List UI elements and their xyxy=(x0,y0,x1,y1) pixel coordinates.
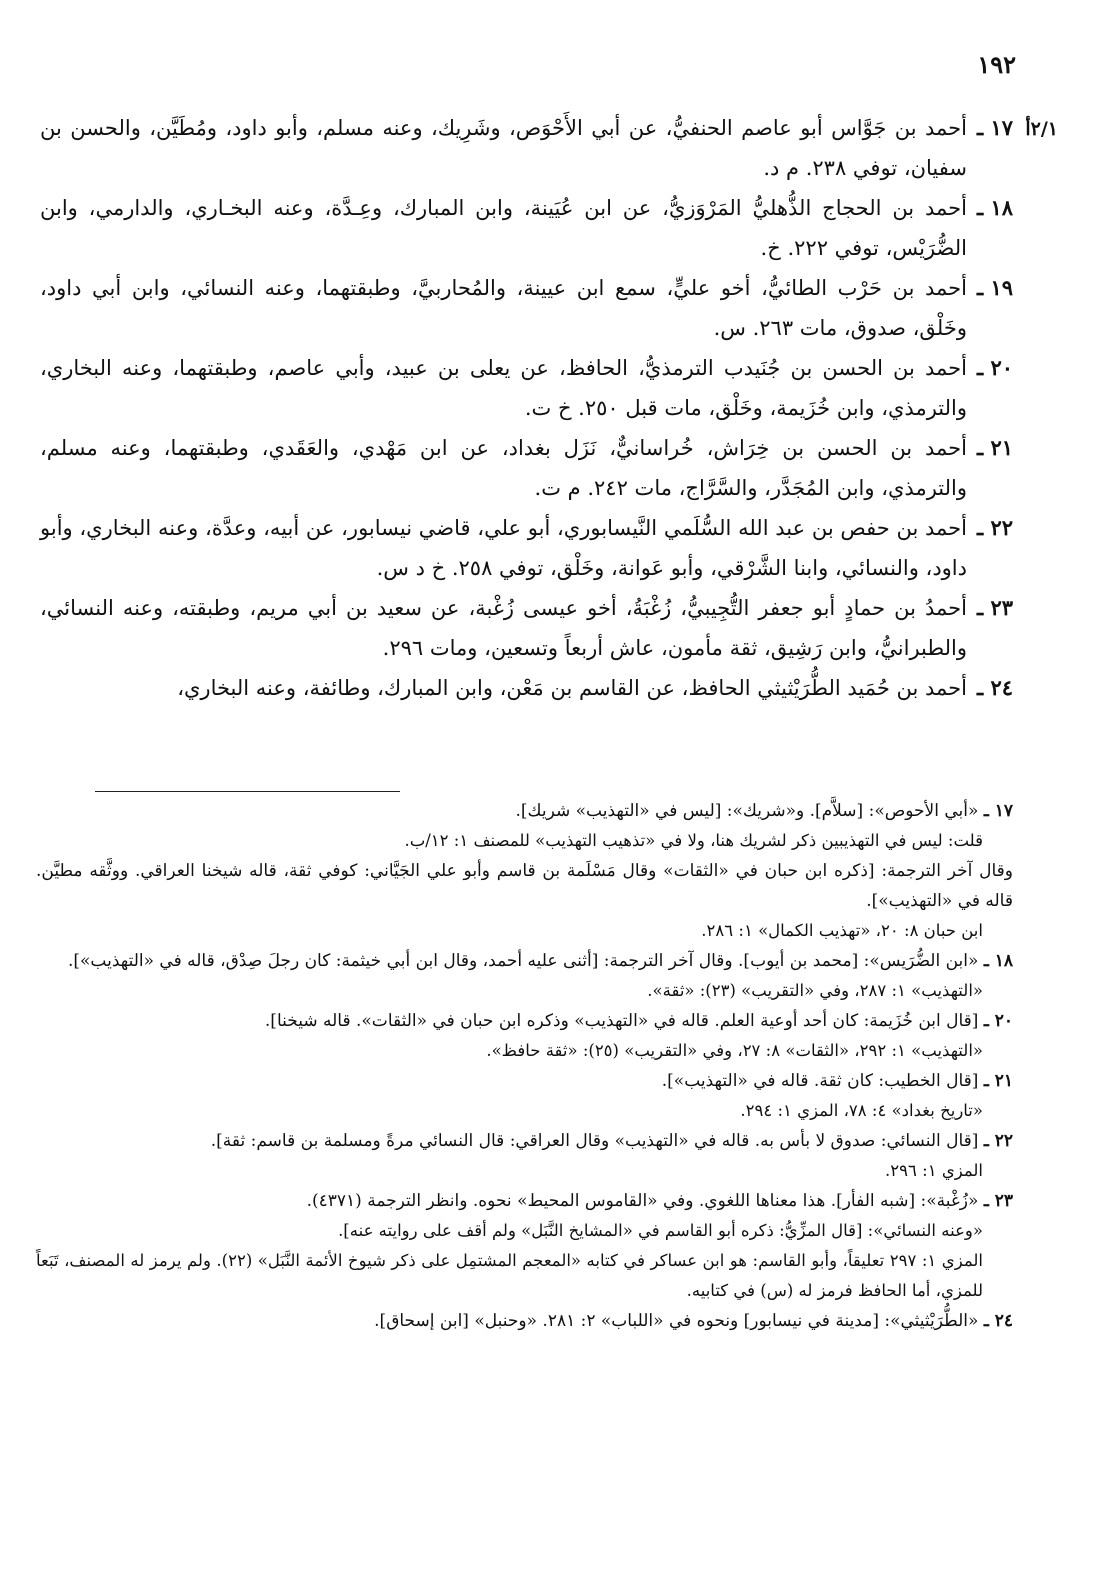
footnote-line xyxy=(36,1306,1013,1336)
footnote-text: [قال النسائي: صدوق لا بأس به. قاله في «التهذيب» وقال العراقي: قال النسائي مرةً ومسلمة بن قاسم: ثقة]. xyxy=(210,1131,979,1151)
footnote-line xyxy=(36,1006,1013,1036)
footnote-number: ٢٠ ـ xyxy=(983,1011,1013,1031)
footnote-line xyxy=(36,1066,1013,1096)
entry-text: أحمد بن حفص بن عبد الله السُّلَمي النَّيسابوري، أبو علي، قاضي نيسابور، عن أبيه، وعدَّة، وعنه البخاري، وأبو داود، والنسائي، وابنا الشَّرْقي، وأبو عَوانة، وخَلْق، توفي ٢٥٨. خ د س. xyxy=(40,516,967,580)
entry-text: أحمدُ بن حمادٍ أبو جعفر التُّجِيبيُّ، زُغْبَةُ، أخو عيسى زُغْبة، عن سعيد بن أبي مريم، وطبقته، وعنه النسائي، والطبرانيُّ، وابن رَشِيق، ثقة مأمون، عاش أربعاً وتسعين، ومات ٢٩٦. xyxy=(40,596,967,660)
entry-number: ٢٣ ـ xyxy=(976,595,1013,620)
footnote-line xyxy=(36,946,1013,976)
biography-entry xyxy=(40,108,1013,188)
entry-text: أحمد بن الحجاج الذُّهليُّ المَرْوَزيُّ، عن ابن عُيَينة، وابن المبارك، وعِـدَّة، وعنه البخـاري، والدارمي، وابن الضُّرَيْس، توفي ٢٢٢. خ. xyxy=(40,196,967,260)
footnote-number: ٢٢ ـ xyxy=(983,1131,1013,1151)
main-text xyxy=(40,108,1013,708)
biography-entry xyxy=(40,188,1013,268)
footnote-line xyxy=(36,1156,1013,1186)
footnote-line xyxy=(36,916,1013,946)
footnote-line xyxy=(36,1096,1013,1126)
biography-entry xyxy=(40,428,1013,508)
footnote-line xyxy=(36,856,1013,916)
entry-text: أحمد بن حُمَيد الطُّرَيْثيثي الحافظ، عن القاسم بن مَعْن، وابن المبارك، وطائفة، وعنه البخاري، xyxy=(177,676,967,700)
biography-entry xyxy=(40,668,1013,708)
footnote-number: ٢١ ـ xyxy=(983,1071,1013,1091)
entry-text: أحمد بن الحسن بن خِرَاش، خُراسانيٌّ، نَزَل بغداد، عن ابن مَهْدي، والعَقَدي، وطبقتهما، وعنه مسلم، والترمذي، وابن المُجَدَّر، والسَّرَّاج، مات ٢٤٢. م ت. xyxy=(40,436,967,500)
footnote-line xyxy=(36,796,1013,826)
entry-number: ٢١ ـ xyxy=(976,435,1013,460)
entry-number: ١٩ ـ xyxy=(976,275,1013,300)
footnotes xyxy=(36,796,1013,1336)
footnote-line xyxy=(36,1246,1013,1306)
footnote-text: «التهذيب» ١: ٢٨٧، وفي «التقريب» (٢٣): «ثقة». xyxy=(647,981,983,1000)
biography-entry xyxy=(40,508,1013,588)
entry-number: ٢٢ ـ xyxy=(976,515,1013,540)
footnote-text: [قال الخطيب: كان ثقة. قاله في «التهذيب»]. xyxy=(661,1071,979,1091)
entry-text: أحمد بن الحسن بن جُنَيدب الترمذيُّ، الحافظ، عن يعلى بن عبيد، وأبي عاصم، وطبقتهما، وعنه البخاري، والترمذي، وابن خُزَيمة، وخَلْق، مات قبل ٢٥٠. خ ت. xyxy=(40,356,967,420)
entry-number: ١٨ ـ xyxy=(976,195,1013,220)
entry-number: ١٧ ـ xyxy=(976,115,1013,140)
footnote-text: «تاريخ بغداد» ٤: ٧٨، المزي ١: ٢٩٤. xyxy=(740,1101,983,1120)
entry-text: أحمد بن حَرْب الطائيُّ، أخو عليٍّ، سمع ابن عيينة، والمُحاربيَّ، وطبقتهما، وعنه النسائي، وابن أبي داود، وخَلْق، صدوق، مات ٢٦٣. س. xyxy=(40,276,967,340)
footnote-text: «الطُّرَيْثيثي»: [مدينة في نيسابور] ونحوه في «اللباب» ٢: ٢٨١. «وحنبل» [ابن إسحاق]. xyxy=(374,1311,979,1331)
footnote-line xyxy=(36,976,1013,1006)
footnote-line xyxy=(36,1036,1013,1066)
biography-entry xyxy=(40,588,1013,668)
biography-entry xyxy=(40,348,1013,428)
footnote-number: ٢٣ ـ xyxy=(983,1191,1013,1211)
footnote-number: ٢٤ ـ xyxy=(983,1311,1013,1331)
footnote-line xyxy=(36,1216,1013,1246)
footnote-text: «وعنه النسائي»: [قال المزِّيُّ: ذكره أبو القاسم في «المشايخ النَّبَل» ولم أقف على روايته عنه]. xyxy=(338,1221,983,1240)
footnote-text: ابن حبان ٨: ٢٠، «تهذيب الكمال» ١: ٢٨٦. xyxy=(701,921,983,940)
footnote-line xyxy=(36,1186,1013,1216)
footnote-text: «التهذيب» ١: ٢٩٢، «الثقات» ٨: ٢٧، وفي «التقريب» (٢٥): «ثقة حافظ». xyxy=(486,1041,983,1060)
entry-number: ٢٠ ـ xyxy=(976,355,1013,380)
footnote-text: المزي ١: ٢٩٧ تعليقاً، وأبو القاسم: هو ابن عساكر في كتابه «المعجم المشتمِل على ذكر شيوخ الأئمة النَّبَل» (٢٢). ولم يرمز له المصنف، تَبَعاً للمزي، أما الحافظ فرمز له (س) في كتابيه. xyxy=(36,1251,983,1300)
footnote-separator xyxy=(95,791,400,792)
footnote-number: ١٧ ـ xyxy=(983,801,1013,821)
footnote-text: «ابن الضُّرَيس»: [محمد بن أيوب]. وقال آخر الترجمة: [أثنى عليه أحمد، وقال ابن أبي خيثمة: كان رجلَ صِدْق، قاله في «التهذيب»]. xyxy=(67,951,979,971)
footnote-number: ١٨ ـ xyxy=(983,951,1013,971)
footnote-text: «زُغْبة»: [شبه الفأر]. هذا معناها اللغوي. وفي «القاموس المحيط» نحوه. وانظر الترجمة (٤٣٧١). xyxy=(306,1191,979,1211)
biography-entry xyxy=(40,268,1013,348)
footnote-line xyxy=(36,1126,1013,1156)
footnote-line xyxy=(36,826,1013,856)
entry-number: ٢٤ ـ xyxy=(976,675,1013,700)
manuscript-folio-note: ٢/١أ xyxy=(1025,118,1058,140)
footnote-text: وقال آخر الترجمة: [ذكره ابن حبان في «الثقات» وقال مَسْلَمة بن قاسم وأبو علي الجَيَّاني: كوفي ثقة، قاله شيخنا العراقي. ووثَّقه مطيَّن. قاله في «التهذيب»]. xyxy=(36,861,1013,911)
footnote-text: «أبي الأحوص»: [سلاَّم]. و«شريك»: [ليس في «التهذيب» شريك]. xyxy=(515,801,979,821)
page-number: ١٩٢ xyxy=(977,50,1016,79)
footnote-text: [قال ابن خُزَيمة: كان أحد أوعية العلم. قاله في «التهذيب» وذكره ابن حبان في «الثقات». قاله شيخنا]. xyxy=(264,1011,979,1031)
footnote-text: المزي ١: ٢٩٦. xyxy=(885,1161,983,1180)
footnote-text: قلت: ليس في التهذيبين ذكر لشريك هنا، ولا في «تذهيب التهذيب» للمصنف ١: ١٢/ب. xyxy=(404,831,983,850)
entry-text: أحمد بن جَوَّاس أبو عاصم الحنفيُّ، عن أبي الأَحْوَص، وشَرِيك، وعنه مسلم، وأبو داود، ومُطَيَّن، والحسن بن سفيان، توفي ٢٣٨. م د. xyxy=(40,116,967,180)
